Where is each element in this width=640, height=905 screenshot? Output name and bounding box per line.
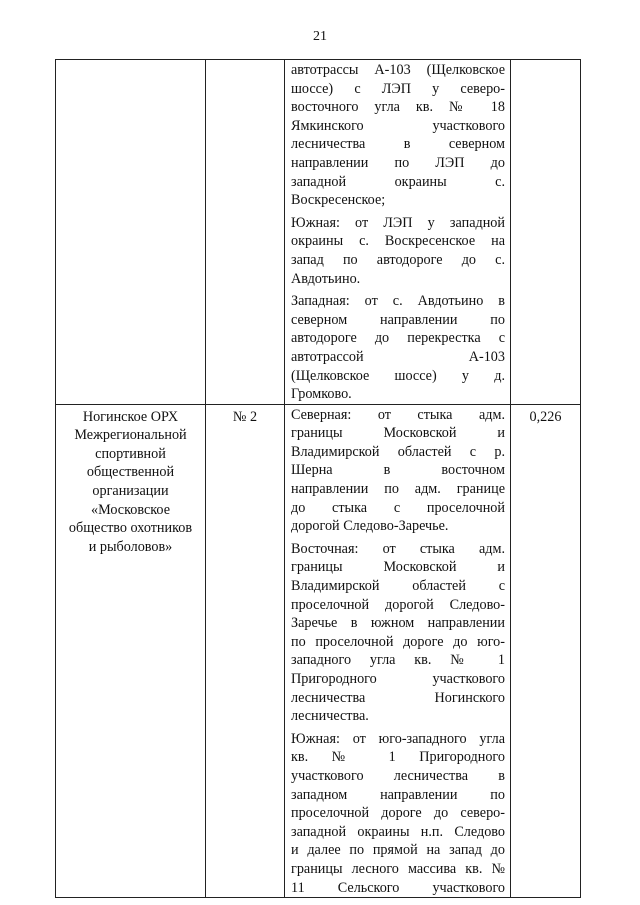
organization-line: спортивной [95,445,166,462]
text-line: западной окраины н.п. Следово [291,823,505,840]
text-line: кв. № 1 Пригородного [291,749,505,766]
text-line: Заречье в южном направлении [291,615,505,632]
text-line: окраины с. Воскресенское на [291,233,505,250]
text-line: западного угла кв. № 1 [291,652,505,669]
document-table [55,59,581,898]
table-row [56,404,581,897]
text-line: Западная: от с. Авдотьино в [291,293,505,310]
text-line: западном направлении по [291,786,505,803]
text-line: проселочной дороге до северо- [291,805,505,822]
text-line: восточного угла кв. № 18 [291,99,505,116]
text-line: лесничества. [291,708,369,725]
organization-line: общество охотников [68,520,193,537]
text-line: Пригородного участкового [291,671,505,687]
value-cell [511,404,581,897]
text-line: 11 Сельского участкового [291,879,505,896]
boundary-paragraph-south [291,214,505,288]
text-line: Владимирской областей с [291,578,505,595]
number-cell [206,404,285,897]
boundary-description-cell [285,60,511,405]
text-line: до стыка с проселочной [291,499,505,516]
boundary-paragraph-east [291,540,505,726]
organization-line: Межрегиональной [74,427,187,444]
boundary-paragraph-south [291,730,505,897]
table-row [56,60,581,405]
text-line: северном направлении по [291,311,505,328]
text-line: автотрассой А-103 [291,348,505,365]
text-line: Шерна в восточном [291,462,505,479]
text-line: Северная: от стыка адм. [291,406,505,423]
text-line: направлении по ЛЭП до [291,154,505,171]
text-line: и далее по прямой на запад до [291,842,505,859]
text-line: (Щелковское шоссе) у д. [291,367,505,384]
text-line: дорогой Следово-Заречье. [291,518,449,535]
text-line: западной окраины с. [291,173,505,190]
boundary-paragraph [291,61,505,210]
text-line: Авдотьино. [291,270,361,287]
text-line: Ямкинского участкового [291,117,505,134]
text-line: автодороге до перекрестка с [291,330,505,347]
value-cell [511,60,581,405]
ground-number: № 2 [232,408,258,425]
organization-line: «Московское [90,501,170,518]
text-line: лесничества в северном [291,136,505,153]
text-line: лесничества Ногинского [291,689,505,706]
organization-line: общественной [86,464,175,481]
text-line: Владимирской областей с р. [291,443,505,460]
text-line: Южная: от ЛЭП у западной [291,214,505,231]
organization-line: организации [92,483,169,500]
text-line: Восточная: от стыка адм. [291,540,505,557]
organization-line: и рыболовов» [88,538,173,555]
area-value: 0,226 [529,408,562,425]
organization-name [56,60,205,63]
text-line: по проселочной дороге до юго- [291,633,505,650]
text-line: границы лесного массива кв. № [291,860,505,877]
page-number: 21 [313,29,327,44]
area-value [511,60,580,63]
text-line: автотрассы А-103 (Щелковское [291,62,505,78]
organization-cell [56,60,206,405]
boundary-description [285,60,510,404]
text-line: Южная: от юго-западного угла [291,730,505,747]
boundary-description-cell [285,404,511,897]
boundary-paragraph-north [291,406,505,536]
text-line: Громково. [291,386,352,403]
text-line: границы Московской и [291,559,505,576]
organization-line: Ногинское ОРХ [82,408,179,425]
ground-number [206,60,284,63]
organization-name [56,405,205,557]
text-line: запад по автодороге до с. [291,251,505,268]
boundary-description [285,405,510,897]
text-line: Воскресенское; [291,192,386,209]
text-line: шоссе) с ЛЭП у северо- [291,80,505,97]
text-line: участкового лесничества в [291,767,505,784]
organization-cell [56,404,206,897]
number-cell [206,60,285,405]
text-line: направлении по адм. границе [291,481,505,498]
boundary-paragraph-west [291,292,505,404]
text-line: границы Московской и [291,425,505,442]
text-line: проселочной дорогой Следово- [291,596,505,613]
